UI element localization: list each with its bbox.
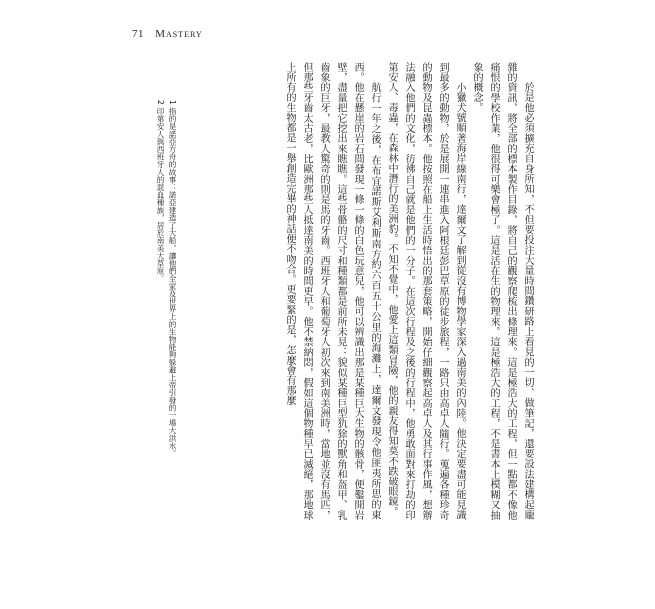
footnote-text: 印第安人與西班牙人的混血種族，居於南美大草原。 <box>156 107 165 283</box>
footnote-2 <box>154 100 166 520</box>
running-head <box>132 28 203 40</box>
body-text <box>194 62 536 520</box>
footnote-text: 指的是諾亞方舟的故事：諾亞建造了大船，讓他們全家及世界上的生物能夠躲避上帝引發的一場大洪水。 <box>168 107 177 457</box>
book-title: Mastery <box>155 28 203 40</box>
footnote-number: 2 <box>156 100 165 105</box>
footnote-1 <box>166 100 178 520</box>
paragraph-3: 航行一年之後，在布宜諾斯艾利斯南方約六百五十公里的海灘上，達爾文發現令他匪夷所思的東西。他在懸崖的岩石間發現一條一條的白色玩意兒，他可以辨識出那是某種巨大生物的骸骨，便鑿開岩壁，盡量把它挖出來瞧瞧。這些骨骼的尺寸和種類都是前所未見：貌似某種巨型犰狳的獸角和盔甲、乳齒象的巨牙，最教人驚奇的則是馬的牙齒。西班牙人和葡萄牙人初次來到南美洲時，當地並沒有馬匹，但那些牙齒太古老，比歐洲那些人抵達南美的時間更早。他不禁納悶，假如這個物種早已滅絕，那地球上所有的生物都是一舉創造完畢的神話便不吻合。更要緊的是，怎麼會有那麼 <box>284 62 380 520</box>
page-number: 71 <box>132 28 144 40</box>
footnote-number: 1 <box>168 100 177 105</box>
footnotes <box>138 100 178 520</box>
paragraph-2: 小獵犬號順著海岸線南行，達爾文了解到從沒有博物學家深入過南美的內陸。他決定要盡可能見識到最多的動物，於是展開一連串進入阿根廷彭巴草原的徒步旅程，一路只由高卓人隨行。蒐遍各種珍奇的動物及昆蟲標本。他按照在船上生活時悟出的那套策略，開始仔細觀察起高卓人及其行事作風，想辦法融入他們的文化，彷彿自己就是他們的一分子。在這次行程及之後的行程中，他勇敢面對來打劫的印第安人、毒蟲，在森林中潛行的美洲豹。不知不覺中，他愛上這類冒險，他的親友得知莫不跌破眼鏡。 <box>386 62 465 520</box>
paragraph-1: 於是他必須擴充自身所知，不但要投注大量時間鑽研路上看見的一切、做筆記，還要設法建構起龐雜的資訊，將全部的標本製作目錄，將自己的觀察爬梳出條理來。這是極浩大的工程，但一點都不像他痛恨的學校作業，他很得可樂會極了。這是活在生的物理來。這是極浩大的工程，不是書本上模糊又抽象的概念。 <box>471 62 533 520</box>
